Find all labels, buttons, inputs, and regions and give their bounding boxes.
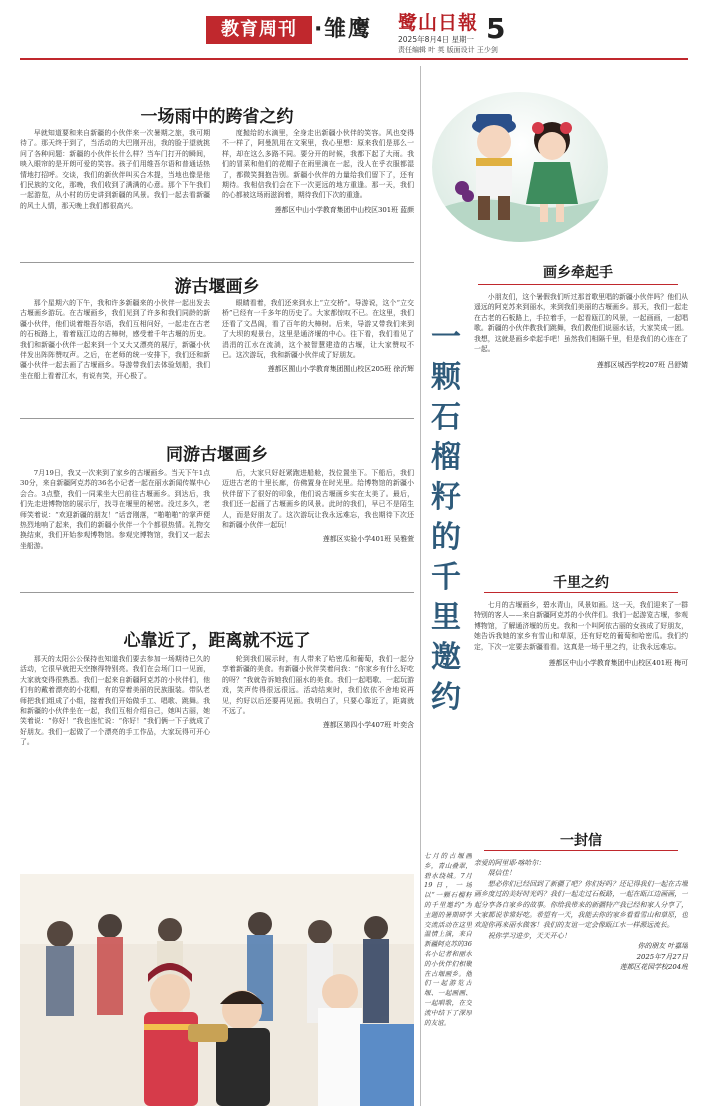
title-underline — [484, 850, 678, 851]
article-paragraph: 度抛给的水滴里，全身走出新疆小伙伴的笑容。风也变得不一样了，阿曼凯用在文案里，我心里想：原来我们是那么一样，却在这么多路不同。要分开的时候，我都下起了大雨。我们的冒菜和他们的花帽子在雨里滴在一起，没人在乎衣服都湿了，都微笑拥抱告别。新疆小伙伴的力量给我们留下了，还有期待。我相信我们会在下一次更远的地方重逢。那一天，我们的心都被这场雨滋润着，期待我们下次的重逢。 — [222, 129, 414, 200]
article-paragraph: 那个星期六的下午，我和许多新疆来的小伙伴一起出发去古堰画乡游玩。在古堰画乡，我们见到了许多和我们同龄的新疆小伙伴，他们说着维吾尔语，我们互相问好，一起走在古老的石板路上，看着瓯江边的古樟树，感受着千年古堰的历史。我们和新疆小伙伴一起来到一个又大又漂亮的展厅，新疆小伙伴发出阵阵赞叹声。之后，在老师的统一安排下，我们还和新疆小伙伴一起去画了古堰画乡。导游带我们去体验划船，我们坐在船上看着江水，有说有笑，开心极了。 — [20, 299, 210, 380]
article-title-guyan-1: 游古堰画乡 — [174, 277, 260, 297]
article-body-col — [474, 292, 688, 550]
article-body-col — [222, 298, 414, 410]
headline-char: 颗 — [431, 360, 461, 395]
article-paragraph: 那天的太阳公公保持也知道我们要去参加一场期待已久的活动，它很早就把天空擦得特别亮。我们在会场门口一见面，大家就变得很熟悉。我们一起来自新疆阿克苏的小伙伴们，他们有的戴着漂亮的小花帽，有的穿着美丽的民族服装。带队老师把我们组成了小组，接着我们开始做手工、唱歌、跳舞。我和新疆的小伙伴坐在一起，我们互相介绍自己，她叫古丽，她笑着说：“你好！”我也连忙说：“你好！”我们俩一下子就成了好朋友。我们一起做了一个漂亮的手工作品，大家玩得可开心了。 — [20, 655, 210, 747]
article-title-hand-in-hand: 画乡牵起手 — [543, 265, 613, 281]
headline-char: 千 — [431, 560, 461, 595]
article-title-letter: 一封信 — [560, 833, 602, 849]
article-title-rain-meeting: 一场雨中的跨省之约 — [140, 107, 294, 127]
article-title-hearts-closer: 心靠近了，距离就不远了 — [123, 631, 311, 651]
masthead-rule — [20, 58, 688, 60]
article-body-col — [20, 128, 210, 252]
page-number: 5 — [486, 12, 506, 45]
letter-date: 2025年7月27日 — [636, 952, 688, 961]
title-underline — [478, 284, 678, 285]
issue-date: 2025年8月4日 星期一 — [398, 35, 475, 44]
letter-greeting: 展信佳！ — [487, 869, 516, 878]
newspaper-logo: 鹭山日報 — [398, 12, 479, 34]
headline-char: 里 — [431, 600, 461, 635]
event-photo — [20, 874, 414, 1106]
column-divider — [420, 66, 421, 1106]
article-byline: 莲都区花园学校204班 — [619, 963, 688, 972]
title-underline — [484, 592, 678, 593]
title-dot: · — [314, 17, 323, 42]
article-byline: 莲都区第四小学407班 叶奕含 — [322, 721, 414, 730]
children-cartoon — [432, 92, 608, 242]
article-paragraph: 轮到我们展示时，有人带来了哈密瓜和葡萄，我们一起分享着新疆的美食。有新疆小伙伴笑着问我：“你家乡有什么好吃的呀？”我就告诉她我们丽水的美食。我们一起唱歌、一起玩游戏，笑声传得很远很远。活动结束时，我们依依不舍地说再见，约好以后还要再见面。我明白了，只要心靠近了，距离就不远了。 — [222, 655, 414, 716]
article-body-col — [20, 468, 210, 584]
article-body-col — [20, 298, 210, 410]
article-paragraph: 眼睛看着，我们还来到水上“立交桥”。导游说，这个“立交桥”已经有一千多年的历史了。大家都惊叹不已。在这里，我们还看了文昌阁，看了百年的大樟树。后来，导游又带我们来到了大坝的观景台，这里是通济堰的中心。往下看，我们看见了涓涓的江水在流淌，这个被智慧建造的古堰，让大家赞叹不已。这次游玩，我和新疆小伙伴成了好朋友。 — [222, 299, 414, 360]
cartoon-illustration — [432, 92, 608, 242]
masthead — [0, 0, 708, 58]
article-paragraph: 早就知道要和来自新疆的小伙伴来一次暑期之旅，我可期待了。那天终于到了，当活动的大巴刚开出，我的脸于望就挑问了各种问题：新疆的小伙伴长什么样？当车门打开的瞬间，映入眼帘的是开朗可爱的笑容。孩子们用维吾尔语和普通话热情地打招呼。交谈，我们的新伙伴叫买合木提，当地也像是他们民族的文化，那晚，我们收到了满满的心意。那个下午我们一起游览，从小村的历史讲到新疆的风景。我们一起去看新疆的风土人情，那天晚上我们都很高兴。 — [20, 129, 210, 210]
headline-char: 一 — [431, 320, 461, 355]
article-byline: 莲都区城西学校207班 吕舒婧 — [596, 361, 688, 370]
article-paragraph: 小朋友们，这个暑假我们听过那首歌里唱的新疆小伙伴吗？他们从遥远的阿克苏来到丽水，来到我们美丽的古堰画乡。那天，我们一起走在古老的石板路上，手拉着手，一起看瓯江的风景，一起画画，一起唱歌。新疆的小伙伴教我们跳舞，我们教他们说丽水话，大家笑成一团。我想，这就是画乡牵起手吧！虽然我们相隔千里，但是我们的心连在了一起。 — [474, 293, 688, 354]
section-name: 雏鹰 — [324, 17, 373, 42]
article-title-thousand-li: 千里之约 — [553, 575, 609, 591]
article-byline: 莲都区中山小学教育集团中山校区401班 梅可 — [548, 659, 688, 668]
article-body-col — [222, 128, 414, 252]
headline-char: 籽 — [431, 480, 461, 515]
article-title-guyan-2: 同游古堰画乡 — [166, 445, 268, 465]
article-body-col — [20, 654, 210, 868]
vertical-headline — [424, 318, 468, 718]
article-body-col — [474, 600, 688, 806]
letter-salutation: 亲爱的阿里耶·喀哈尔： — [474, 859, 546, 867]
children-event-photo — [20, 874, 414, 1106]
intro-note-text: 七月的古堰画乡，青山叠翠，碧水绕城。7月19日，一场以“一颗石榴籽的千里邀约”为主题的暑期研学交流活动在这里温情上演，来自新疆阿克苏的36名小记者和丽水的小伙伴们相聚在古堰画乡。他们一起游览古堰、一起画画、一起唱歌，在交流中结下了深厚的友谊。 — [424, 852, 472, 1027]
headline-char: 石 — [431, 400, 461, 435]
headline-text — [424, 318, 468, 718]
divider — [20, 262, 414, 263]
article-body-col — [222, 654, 414, 868]
divider — [20, 418, 414, 419]
intro-note — [424, 852, 472, 1106]
article-byline: 莲都区实验小学401班 吴雅萱 — [322, 535, 414, 544]
article-paragraph: 后，大家只好赶紧跑进船舱，找位置坐下。下船后，我们迈进古老的十里长廊，仿佛置身在时光里。给博物馆的新疆小伙伴留下了很好的印象，他们说古堰画乡实在太美了。最后，我们还一起画了古堰画乡的风景。此时的我们，早已不是陌生人，而是好朋友了。这次游玩让我永远难忘，我也期待下次还和新疆小伙伴一起玩！ — [222, 469, 414, 530]
section-badge: 教育周刊 — [206, 16, 312, 44]
headline-char: 约 — [431, 680, 461, 715]
headline-char: 榴 — [431, 440, 461, 475]
article-paragraph: 7月19日，我又一次来到了家乡的古堰画乡。当天下午1点30分，来自新疆阿克苏的36名小记者一起在丽水新闻传媒中心会合。3点整，我们一同乘坐大巴前往古堰画乡。到达后，我们先走进博物馆的展示厅，找寻在堰里的秘密。没过多久，老师笑着说：“欢迎新疆的朋友！”话音刚落，“啪啪啪”的掌声便热烈地响了起来，我们的新疆小伙伴一个个都很热情。礼物交换结束，我们开始参观博物馆。参观完博物馆，我们又一起去坐船游。 — [20, 469, 210, 550]
editors-line: 责任编辑 叶 英 版面设计 王少剑 — [398, 46, 498, 54]
letter-signature: 你的朋友 叶嘉瑶 — [637, 942, 688, 951]
headline-char: 的 — [431, 520, 461, 555]
article-byline: 莲都区囿山小学教育集团囿山校区205班 徐沂辉 — [267, 365, 414, 374]
letter-closing: 祝你学习进步，天天开心！ — [487, 931, 571, 940]
article-byline: 莲都区中山小学教育集团中山校区301班 蓝颜 — [274, 205, 414, 214]
headline-char: 邀 — [431, 640, 461, 675]
letter-body — [474, 858, 688, 1108]
article-body-col — [222, 468, 414, 584]
letter-paragraph: 想必你们已经回到了新疆了吧？你们好吗？还记得我们一起在古堰画乡度过的美好时光吗？我们一起走过石板路，一起在瓯江边画画，一起分享各自家乡的故事。你给我带来的新疆特产我已经和家人分享了，大家都说非常好吃。希望有一天，我能去你的家乡看看雪山和草原，也欢迎你再来丽水做客！我们的友谊一定会像瓯江水一样源远流长。 — [474, 879, 688, 930]
divider — [20, 592, 414, 593]
article-paragraph: 七月的古堰画乡，碧水青山，风景如画。这一天，我们迎来了一群特别的客人——来自新疆阿克苏的小伙伴们。我们一起游览古堰，参观博物馆，了解通济堰的历史。我和一个叫阿依古丽的女孩成了好朋友，她告诉我她的家乡有雪山和草原，还有好吃的葡萄和哈密瓜。我们约定，下次一定要去新疆看看。这真是一场千里之约，让我永远难忘。 — [474, 601, 688, 651]
